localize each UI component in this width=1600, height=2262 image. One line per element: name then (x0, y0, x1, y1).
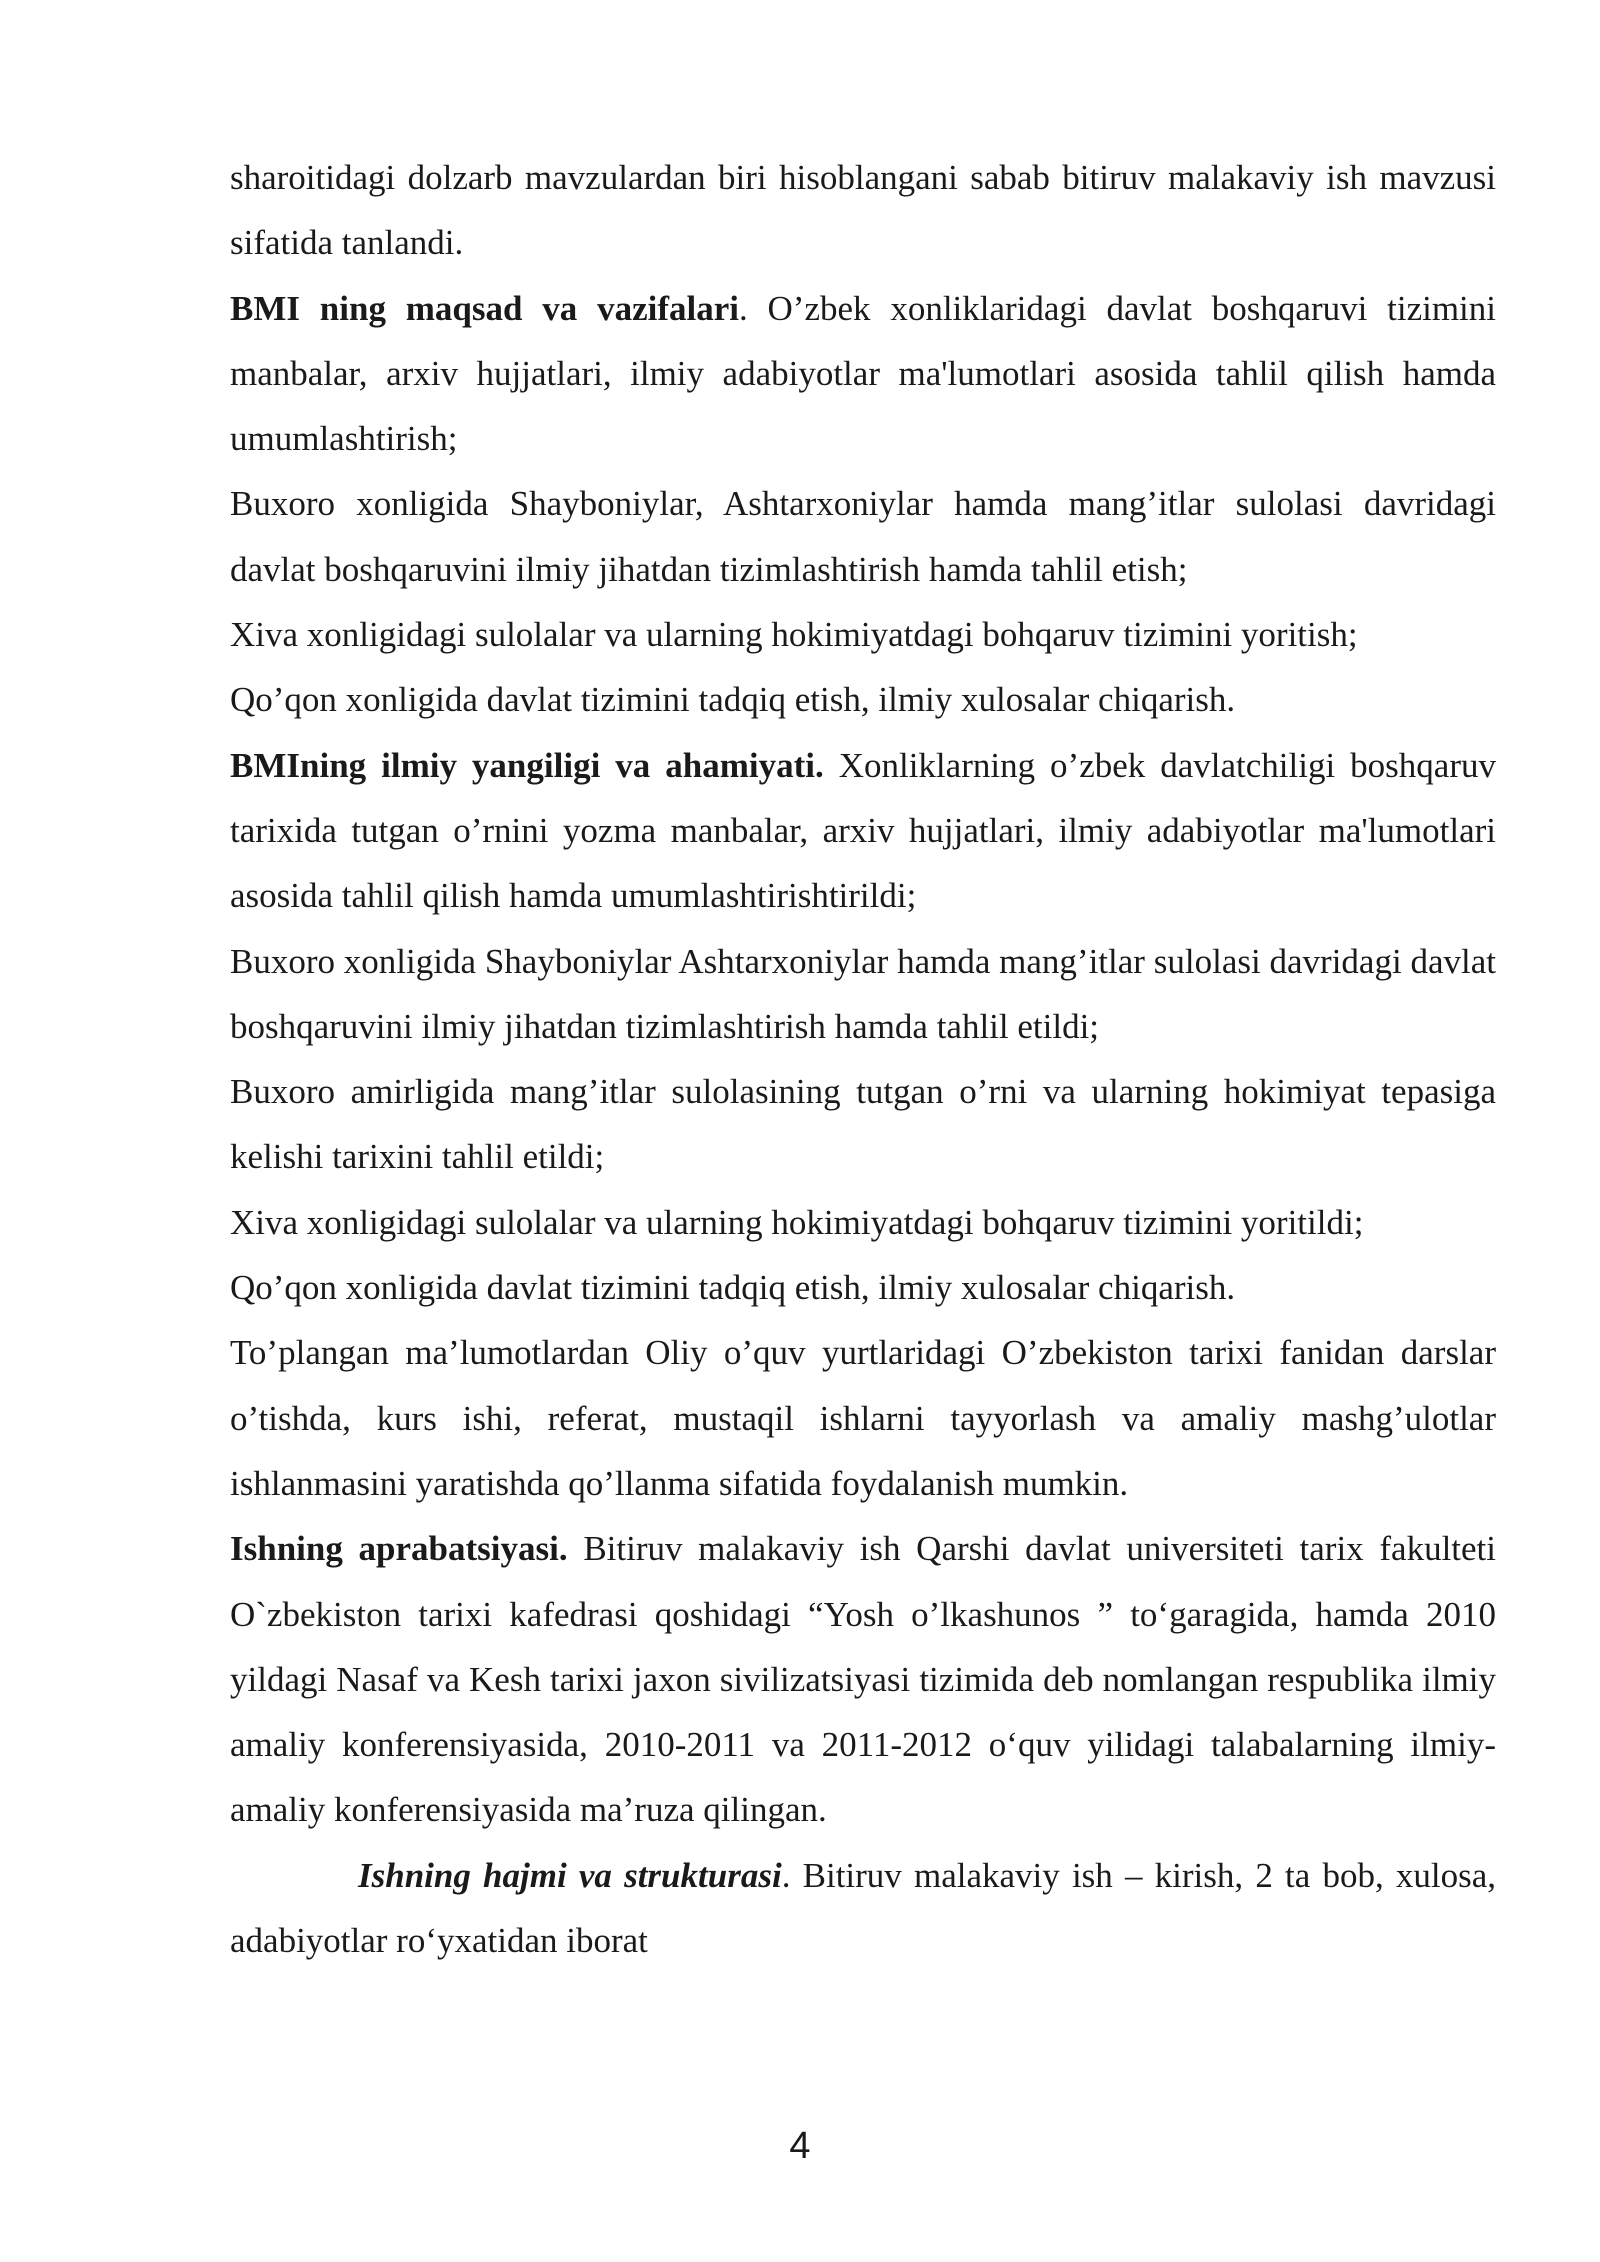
paragraph-kokand-result (230, 1255, 1496, 1320)
approbation-heading: Ishning aprabatsiyasi. (230, 1529, 568, 1569)
structure-heading: Ishning hajmi va strukturasi (358, 1855, 782, 1895)
paragraph-approbation (230, 1516, 1496, 1842)
paragraph-text: Buxoro xonligida Shayboniylar, Ashtarxoniylar hamda mang’itlar sulolasi davridagi davlat boshqaruvini ilmiy jihatdan tizimlashtirish hamda tahlil etish; (230, 484, 1496, 589)
paragraph-emirate-result (230, 1059, 1496, 1190)
paragraph-kokand-task (230, 667, 1496, 732)
paragraph-text: Qo’qon xonligida davlat tizimini tadqiq etish, ilmiy xulosalar chiqarish. (230, 1268, 1236, 1308)
paragraph-practical-use (230, 1320, 1496, 1516)
paragraph-text: Bitiruv malakaviy ish Qarshi davlat universiteti tarix fakulteti O`zbekiston tarixi kafedrasi qoshidagi “Yosh o’lkashunos ” to‘garagida, hamda 2010 yildagi Nasaf va Kesh tarixi jaxon sivilizatsiyasi tizimida deb nomlangan respublika ilmiy amaliy konferensiyasida, 2010-2011 va 2011-2012 o‘quv yilidagi talabalarning ilmiy- amaliy konferensiyasida ma’ruza qilingan. (230, 1529, 1496, 1830)
paragraph-text: Xiva xonligidagi sulolalar va ularning hokimiyatdagi bohqaruv tizimini yoritish; (230, 615, 1358, 655)
paragraph-text: Xiva xonligidagi sulolalar va ularning hokimiyatdagi bohqaruv tizimini yoritildi; (230, 1202, 1364, 1242)
document-body (230, 145, 1496, 1973)
paragraph-text: sharoitidagi dolzarb mavzulardan biri hisoblangani sabab bitiruv malakaviy ish mavzusi sifatida tanlandi. (230, 158, 1496, 263)
paragraph-goals (230, 276, 1496, 472)
paragraph-text: Buxoro amirligida mang’itlar sulolasining tutgan o’rni va ularning hokimiyat tepasiga kelishi tarixini tahlil etildi; (230, 1072, 1496, 1177)
paragraph-structure (230, 1843, 1496, 1974)
paragraph-khiva-result (230, 1190, 1496, 1255)
paragraph-text: Qo’qon xonligida davlat tizimini tadqiq etish, ilmiy xulosalar chiqarish. (230, 680, 1236, 720)
novelty-heading: BMIning ilmiy yangiligi va ahamiyati. (230, 745, 824, 785)
paragraph-bukhara-task (230, 471, 1496, 602)
paragraph-text: . Bitiruv malakaviy ish – kirish, 2 ta bob, xulosa, adabiyotlar ro‘yxatidan iborat (230, 1855, 1497, 1961)
paragraph-topic-relevance (230, 145, 1496, 276)
paragraph-text: Buxoro xonligida Shayboniylar Ashtarxoniylar hamda mang’itlar sulolasi davridagi davlat boshqaruvini ilmiy jihatdan tizimlashtirish hamda tahlil etildi; (230, 941, 1496, 1046)
paragraph-text: To’plangan ma’lumotlardan Oliy o’quv yurtlaridagi O’zbekiston tarixi fanidan darslar o’tishda, kurs ishi, referat, mustaqil ishlarni tayyorlash va amaliy mashg’ulotlar ishlanmasini yaratishda qo’llanma sifatida foydalanish mumkin. (230, 1333, 1496, 1503)
page-number: 4 (789, 2125, 811, 2167)
paragraph-text: . O’zbek xonliklaridagi davlat boshqaruvi tizimini manbalar, arxiv hujjatlari, ilmiy adabiyotlar ma'lumotlari asosida tahlil qilish hamda umumlashtirish; (230, 288, 1496, 459)
paragraph-khiva-task (230, 602, 1496, 667)
paragraph-text: Xonliklarning o’zbek davlatchiligi boshqaruv tarixida tutgan o’rnini yozma manbalar, arxiv hujjatlari, ilmiy adabiyotlar ma'lumotlari asosida tahlil qilish hamda umumlashtirishtirildi; (230, 745, 1496, 916)
paragraph-bukhara-result (230, 929, 1496, 1060)
goals-heading: BMI ning maqsad va vazifalari (230, 288, 739, 328)
paragraph-novelty (230, 733, 1496, 929)
